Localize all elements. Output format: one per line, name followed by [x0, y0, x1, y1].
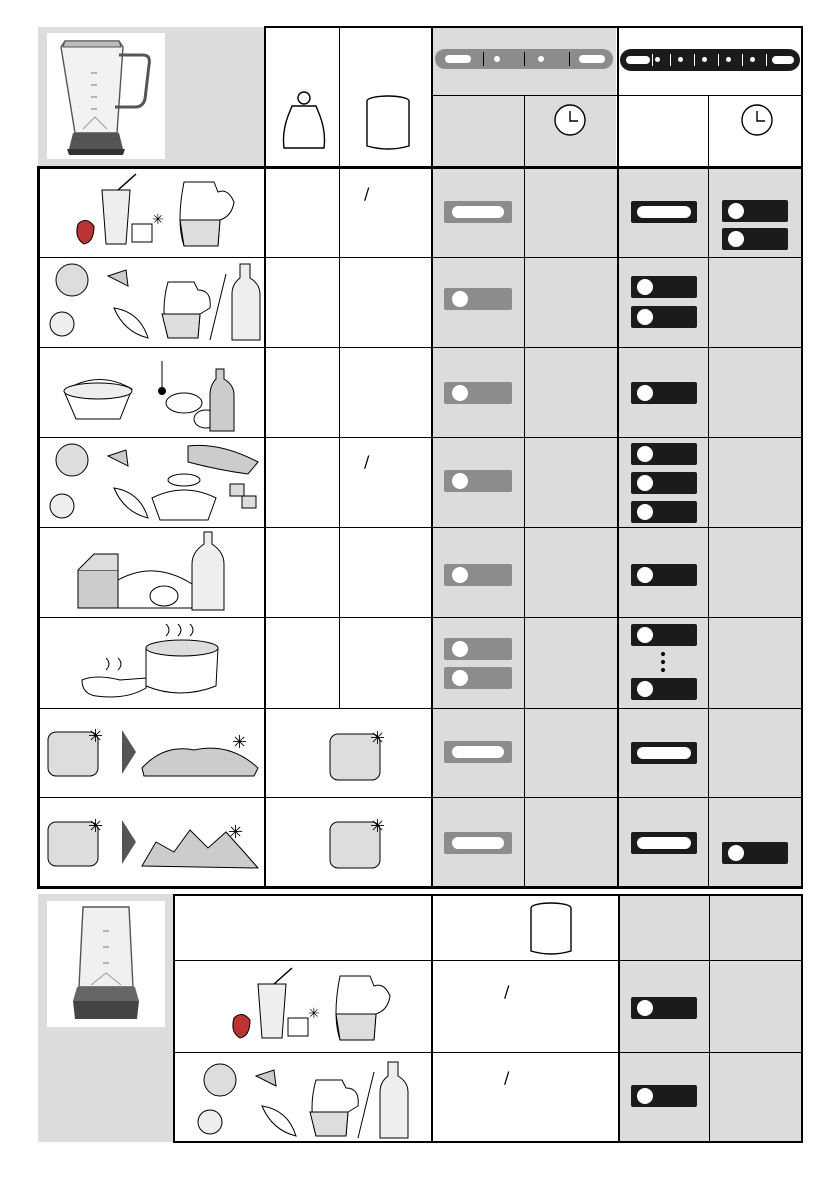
time-button-dark — [722, 228, 788, 250]
purees-icon — [44, 440, 260, 522]
svg-text:✳: ✳ — [232, 732, 248, 753]
speed-button-dark — [631, 624, 697, 646]
speed-button-grey — [444, 667, 512, 689]
speed-button-grey — [444, 382, 512, 404]
ellipsis-vertical-icon — [661, 652, 665, 672]
jug-image-frame — [47, 33, 165, 159]
speed-button-dark — [631, 472, 697, 494]
soups-icon — [76, 624, 226, 704]
ice-cube-to-coarse-icon — [44, 812, 262, 876]
batter-icon — [74, 530, 228, 612]
speed-dial-grey-icon — [435, 49, 613, 69]
slash-mark: / — [504, 982, 510, 1001]
speed-button-dark — [631, 678, 697, 700]
pulse-button-grey — [444, 832, 512, 854]
speed-button-grey — [444, 288, 512, 310]
smoothie-drinks-icon — [228, 966, 398, 1048]
smoothie-drinks-icon — [72, 172, 242, 254]
time-button-dark — [722, 842, 788, 864]
svg-text:✳: ✳ — [228, 822, 244, 843]
slash-mark: / — [364, 184, 370, 203]
slash-mark: / — [364, 452, 370, 471]
pulse-button-dark — [631, 201, 697, 223]
fruit-veg-milk-icon — [44, 260, 264, 342]
clock-icon — [740, 103, 774, 137]
svg-text:✳: ✳ — [308, 1006, 320, 1022]
speed-button-dark — [631, 306, 697, 328]
bottle-image-frame — [47, 901, 165, 1027]
speed-button-grey — [444, 638, 512, 660]
pulse-button-dark — [631, 832, 697, 854]
ice-cube-icon — [328, 728, 394, 784]
speed-button-dark — [631, 997, 697, 1019]
pulse-button-grey — [444, 201, 512, 223]
clock-icon — [553, 103, 587, 137]
svg-text:✳: ✳ — [152, 212, 164, 228]
smoothie-bottle-icon — [47, 901, 165, 1027]
container-icon — [528, 901, 574, 957]
pulse-button-dark — [631, 742, 697, 764]
speed-button-dark — [631, 564, 697, 586]
blender-jug-icon — [47, 33, 165, 159]
weight-icon — [280, 90, 328, 154]
time-button-dark — [722, 200, 788, 222]
speed-button-dark — [631, 382, 697, 404]
ice-cube-icon — [328, 816, 394, 872]
speed-button-grey — [444, 470, 512, 492]
speed-button-dark — [631, 501, 697, 523]
svg-text:✳: ✳ — [88, 816, 104, 837]
mayonnaise-icon — [58, 355, 250, 433]
slash-mark: / — [504, 1068, 510, 1087]
ice-cube-to-fine-icon — [44, 720, 262, 784]
svg-text:✳: ✳ — [88, 726, 104, 747]
speed-button-dark — [631, 443, 697, 465]
speed-dial-dark-icon — [620, 49, 800, 71]
fruit-veg-milk-icon — [192, 1060, 412, 1140]
speed-button-grey — [444, 564, 512, 586]
container-icon — [364, 94, 412, 154]
svg-text:✳: ✳ — [370, 728, 386, 749]
speed-button-dark — [631, 276, 697, 298]
speed-button-dark — [631, 1085, 697, 1107]
svg-text:✳: ✳ — [370, 816, 386, 837]
pulse-button-grey — [444, 741, 512, 763]
